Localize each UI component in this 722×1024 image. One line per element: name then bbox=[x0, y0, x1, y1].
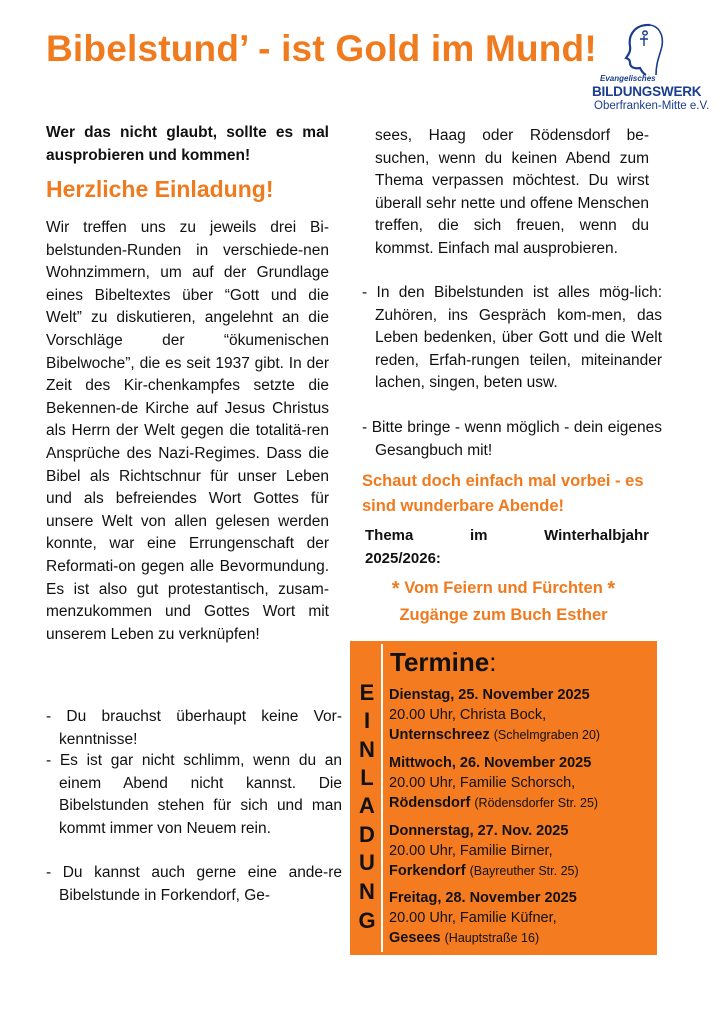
thema-block bbox=[365, 525, 649, 570]
event-2 bbox=[389, 753, 654, 813]
bullet-3: - Du kannst auch gerne eine ande-re Bibelstunde in Forkendorf, Ge- bbox=[46, 864, 342, 904]
event-place: Forkendorf bbox=[389, 863, 466, 879]
star-icon: * bbox=[607, 578, 616, 600]
call-to-action: Schaut doch einfach mal vorbei - es sind wunderbare Abende! bbox=[362, 472, 644, 515]
event-date: Donnerstag, 27. Nov. 2025 bbox=[389, 823, 569, 839]
vertical-letter: A bbox=[359, 793, 375, 818]
topic-line-2: Zugänge zum Buch Esther bbox=[399, 606, 608, 624]
event-4 bbox=[389, 888, 654, 948]
event-place: Rödensdorf bbox=[389, 795, 471, 811]
thema-word-3: Winterhalbjahr bbox=[544, 527, 649, 544]
vertical-letter: L bbox=[360, 765, 374, 790]
thema-period: 2025/2026: bbox=[365, 549, 441, 567]
invitation-heading: Herzliche Einladung! bbox=[46, 176, 274, 202]
topic-line-1: Vom Feiern und Fürchten bbox=[404, 579, 603, 597]
termine-colon: : bbox=[489, 647, 497, 677]
bullet-2: - Es ist gar nicht schlimm, wenn du an einem Abend nicht kannst. Die Bibelstunden stehen für sich und man kommt immer von Neuem rein. bbox=[46, 752, 342, 837]
bullet-1: - Du brauchst überhaupt keine Vor-kenntnisse! bbox=[46, 708, 342, 748]
bullet-4: - In den Bibelstunden ist alles mög-lich: Zuhören, ins Gespräch kom-men, das Leben bedenken, über Gott und die Welt reden, Erfah-rungen teilen, miteinander lachen, singen, beten usw. bbox=[362, 284, 662, 392]
profile-head-icon bbox=[620, 22, 668, 76]
bildungswerk-logo bbox=[592, 22, 710, 114]
intro-text: Wer das nicht glaubt, sollte es mal ausprobieren und kommen! bbox=[46, 124, 329, 164]
termine-title: Termine bbox=[390, 647, 490, 677]
event-street: (Hauptstraße 16) bbox=[444, 931, 540, 945]
event-time-host: 20.00 Uhr, Familie Küfner, bbox=[389, 910, 557, 926]
event-time-host: 20.00 Uhr, Familie Birner, bbox=[389, 843, 553, 859]
event-place: Gesees bbox=[389, 930, 441, 946]
event-time-host: 20.00 Uhr, Familie Schorsch, bbox=[389, 775, 576, 791]
vertical-letter: D bbox=[359, 822, 375, 847]
einladung-vertical bbox=[353, 644, 383, 952]
vertical-letter: G bbox=[358, 908, 376, 933]
event-time-host: 20.00 Uhr, Christa Bock, bbox=[389, 707, 547, 723]
event-date: Mittwoch, 26. November 2025 bbox=[389, 755, 592, 771]
event-street: (Schelmgraben 20) bbox=[493, 728, 601, 742]
vertical-letter: U bbox=[359, 850, 375, 875]
event-place: Unternschreez bbox=[389, 727, 490, 743]
vertical-letter: E bbox=[359, 680, 375, 705]
event-1 bbox=[389, 685, 654, 745]
vertical-letter: N bbox=[359, 879, 375, 904]
bullet-5: - Bitte bringe - wenn möglich - dein eigenes Gesangbuch mit! bbox=[362, 419, 662, 459]
logo-line-1: Evangelisches bbox=[600, 74, 656, 83]
main-text: Wir treffen uns zu jeweils drei Bi-belstunden-Runden in verschiede-nen Wohnzimmern, um auf der Grundlage eines Bibeltextes über “Gott und die Welt” zu diskutieren, angelehnt an die Vorschläge der “ökumenischen Bibelwoche”, die es seit 1937 gibt. In der Zeit des Kir-chenkampfes setzte die Bekennen-de Kirche auf Jesus Christus als Herrn der Welt gegen die totalitä-ren Ansprüche des Nazi-Regimes. Dass die Bibel als Richtschnur für unser Leben und als befreiendes Wort Gottes für unsere Welt von allen gelesen werden konnte, war eine Errungenschaft der Reformati-on gegen alle Bevormundung. Es ist also gut protestantisch, zusam-menzukommen und Gottes Wort mit unserem Leben zu verknüpfen! bbox=[46, 219, 329, 643]
termine-box bbox=[350, 641, 657, 955]
event-date: Dienstag, 25. November 2025 bbox=[389, 687, 590, 703]
vertical-letter: I bbox=[363, 708, 371, 733]
thema-word-1: Thema bbox=[365, 527, 414, 544]
logo-line-2: BILDUNGSWERK bbox=[592, 84, 702, 99]
topic-block bbox=[350, 575, 657, 628]
termine-heading bbox=[390, 647, 496, 678]
continued-text: sees, Haag oder Rödensdorf be-suchen, wenn du keinen Abend zum Thema verpassen möchtest. Du wirst überall sehr nette und offene Menschen treffen, die sich freuen, wenn du kommst. Einfach mal ausprobieren. bbox=[375, 127, 649, 257]
logo-line-3: Oberfranken-Mitte e.V. bbox=[594, 100, 710, 112]
event-3 bbox=[389, 821, 654, 881]
vertical-letter: N bbox=[359, 737, 375, 762]
event-street: (Bayreuther Str. 25) bbox=[469, 864, 579, 878]
event-street: (Rödensdorfer Str. 25) bbox=[474, 796, 599, 810]
page-title: Bibelstund’ - ist Gold im Mund! bbox=[46, 28, 597, 69]
star-icon: * bbox=[391, 578, 400, 600]
thema-word-2: im bbox=[469, 527, 488, 544]
event-date: Freitag, 28. November 2025 bbox=[389, 890, 577, 906]
